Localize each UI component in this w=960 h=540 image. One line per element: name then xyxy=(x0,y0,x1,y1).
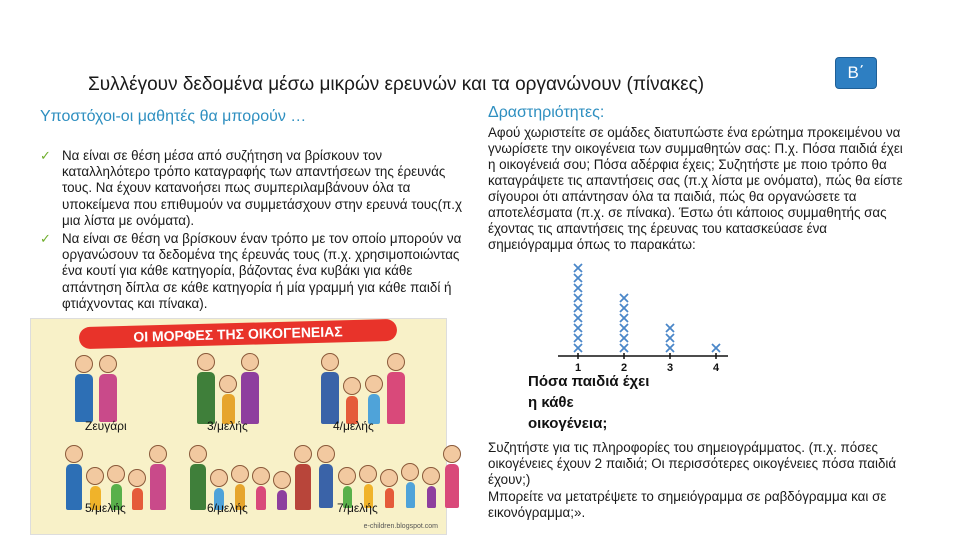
conversion-paragraph: Μπορείτε να μετατρέψετε το σημειόγραμμα σε ραβδόγραμμα και σε εικονόγραμμα;». xyxy=(488,489,887,520)
list-item xyxy=(38,231,468,312)
chart-title-line-3: οικογένεια; xyxy=(528,415,608,432)
x-tick-label: 1 xyxy=(574,362,582,374)
slide-title: Συλλέγουν δεδομένα μέσω μικρών ερευνών και τα οργανώνουν (πίνακες) xyxy=(88,74,705,95)
four-member-figure xyxy=(321,353,405,424)
check-icon: ✓ xyxy=(40,148,51,163)
chart-title-line-2: η κάθε xyxy=(528,394,574,411)
couple-figure xyxy=(75,355,117,422)
activity-paragraph: Αφού χωριστείτε σε ομάδες διατυπώστε ένα ερώτημα προκειμένου να γνωρίσετε την οικογένεια των συμμαθητών σας: Π.χ. Πόσα παιδιά έχει η οικογένειά σου; Πόσα αδέρφια έχεις; Συζητήστε με ποιο τρόπο θα καταγράψετε τις απαντήσεις σας (π.χ λίστα με ονόματα), πώς θα είστε σίγουροι ότι απάντησαν όλα τα παιδιά, πώς θα οργανώσετε τα αποτελέσματα (π.χ. σε πίνακα). Έστω ότι κάποιος συμμαθητής σας έχοντας τις απαντήσεις της έρευνας του κατασκεύασε ένα σημειόγραμμα όπως το παρακάτω: xyxy=(488,125,903,252)
poster-banner: ΟΙ ΜΟΡΦΕΣ ΤΗΣ ΟΙΚΟΓΕΝΕΙΑΣ xyxy=(79,319,397,349)
subgoals-heading: Υποστόχοι-οι μαθητές θα μπορούν … xyxy=(40,108,307,125)
x-tick-label: 3 xyxy=(666,362,674,374)
discussion-paragraph: Συζητήστε για τις πληροφορίες του σημειογράμματος. (π.χ. πόσες οικογένειες έχουν 2 παιδιά; Οι περισσότερες οικογένειες πόσα παιδιά έχουν;) xyxy=(488,440,897,487)
subgoals-list xyxy=(38,148,468,314)
goal-text: Να είναι σε θέση να βρίσκουν έναν τρόπο με τον οποίο μπορούν να οργανώσουν τα δεδομένα της έρευνάς τους (π.χ. χρησιμοποιώντας ένα κουτί για κάθε κατηγορία, βάζοντας ένα κυβάκι για κάθε απάντηση δίπλα σε κάθε κατηγορία ή μία γραμμή για κάθε παιδί ή φτιάχνοντας και πίνακα). xyxy=(62,231,462,311)
family-forms-poster xyxy=(30,318,447,535)
x-tick-label: 4 xyxy=(712,362,720,374)
chart-title-line-1: Πόσα παιδιά έχει xyxy=(528,373,650,390)
label-four: 4/μελής xyxy=(333,419,374,433)
three-member-figure xyxy=(197,353,259,424)
poster-credit: e-children.blogspot.com xyxy=(363,523,438,530)
label-couple: Ζευγάρι xyxy=(85,419,127,433)
label-five: 5/μελής xyxy=(85,501,126,515)
grade-badge: Β΄ xyxy=(836,58,876,88)
list-item xyxy=(38,148,468,229)
label-six: 6/μελής xyxy=(207,501,248,515)
label-three: 3/μελής xyxy=(207,419,248,433)
label-seven: 7/μελής xyxy=(337,501,378,515)
dot-plot-svg xyxy=(510,262,750,440)
goal-text: Να είναι σε θέση μέσα από συζήτηση να βρίσκουν τον καταλληλότερο τρόπο καταγραφής των απαντήσεων της έρευνάς τους. Να έχουν κατανοήσει πως συμπεριλαμβάνουν όλα τα υποκείμενα που επιθυμούν να συμμετάσχουν στην ερευνά τους(π.χ μια λίστα με ονόματα). xyxy=(62,148,463,228)
activities-heading: Δραστηριότητες: xyxy=(488,104,605,121)
x-tick-label: 2 xyxy=(620,362,628,374)
seven-member-figure xyxy=(317,445,461,508)
dot-plot-chart xyxy=(510,262,750,440)
check-icon: ✓ xyxy=(40,231,51,247)
